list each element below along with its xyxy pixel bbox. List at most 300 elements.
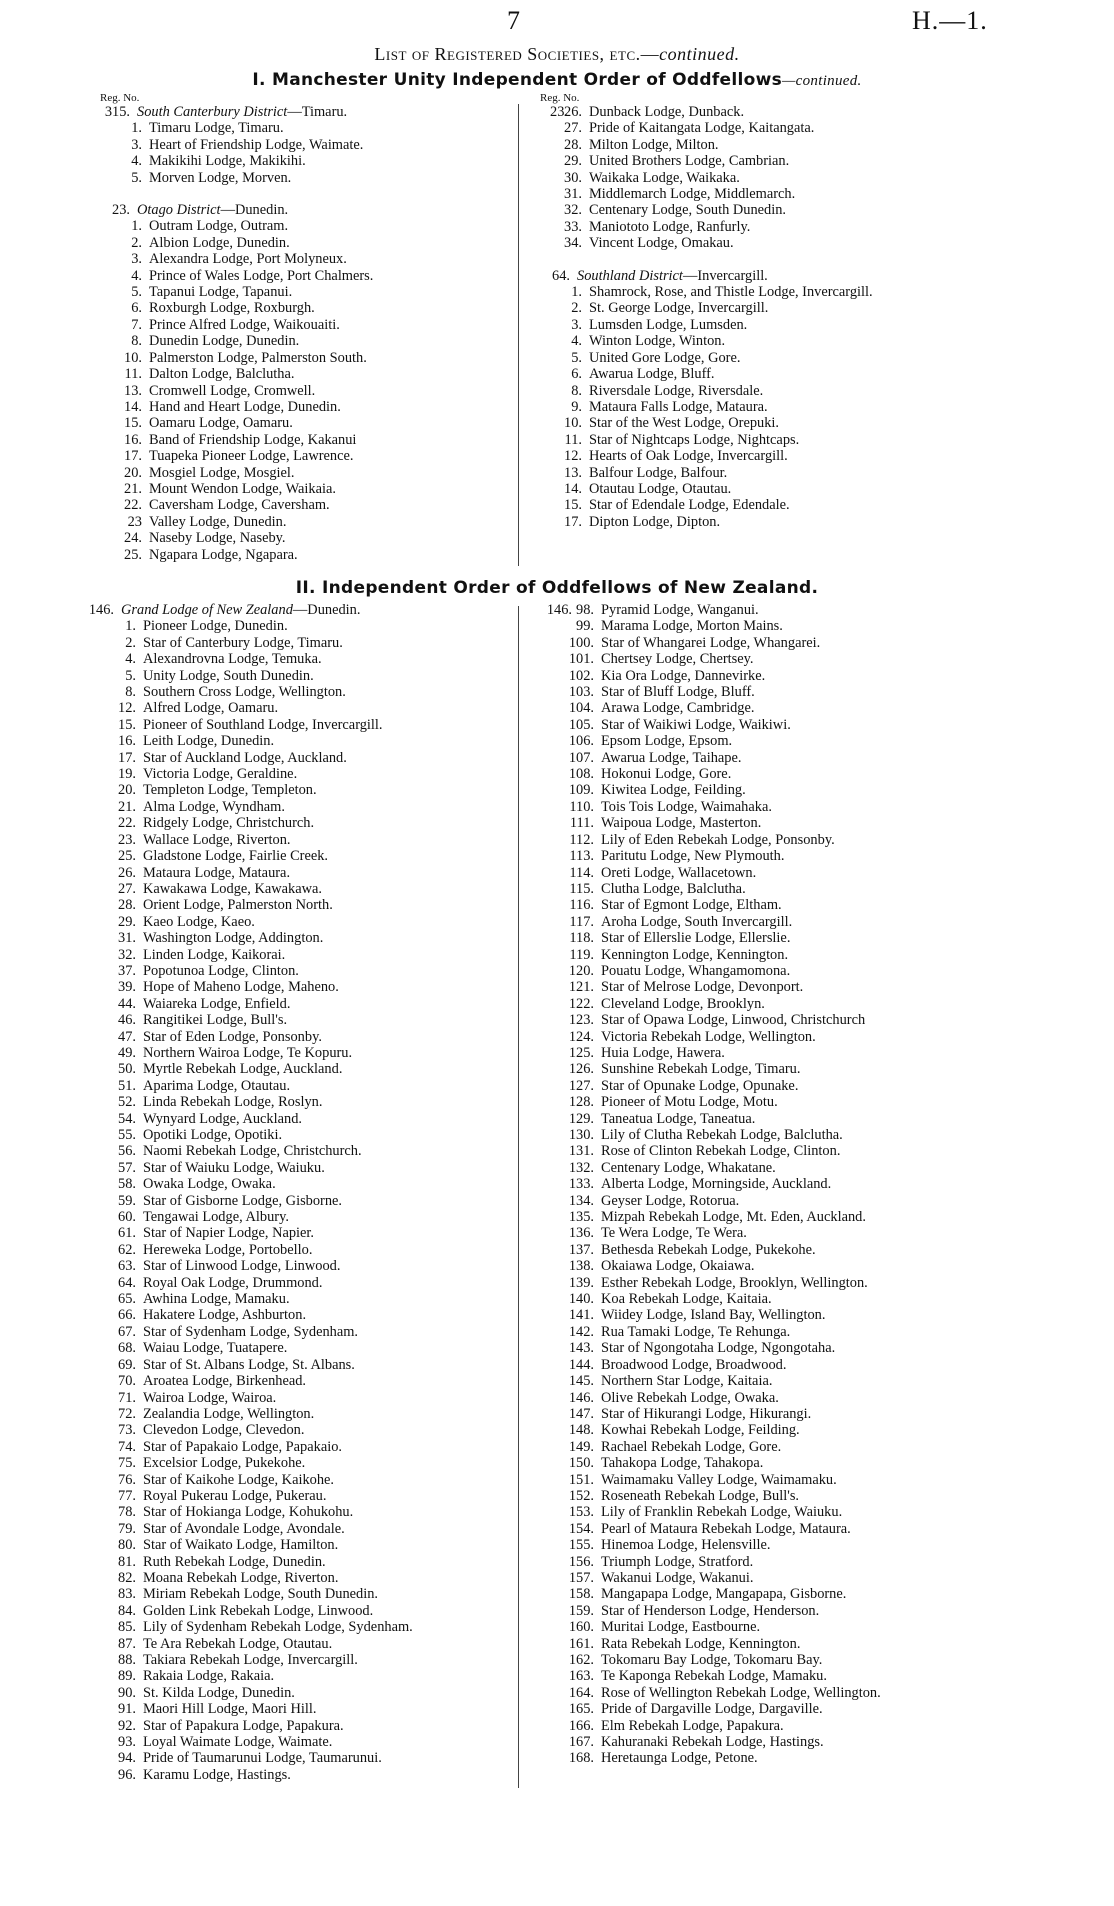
lodge-name: Aroha Lodge, South Invercargill. bbox=[601, 913, 793, 930]
lodge-name: Kawakawa Lodge, Kawakawa. bbox=[143, 880, 322, 897]
district-name bbox=[114, 602, 360, 618]
lodge-number: 2. bbox=[571, 300, 582, 317]
lodge-entry bbox=[100, 350, 520, 366]
lodge-number: 72. bbox=[118, 1405, 136, 1422]
lodge-name: Tahakopa Lodge, Tahakopa. bbox=[601, 1455, 764, 1472]
lodge-number: 88. bbox=[118, 1652, 136, 1668]
lodge-number: 17. bbox=[118, 749, 136, 766]
lodge-number: 120. bbox=[568, 962, 594, 979]
lodge-entry bbox=[540, 1718, 960, 1734]
lodge-name: Star of Edendale Lodge, Edendale. bbox=[589, 497, 790, 514]
lodge-name: Star of Melrose Lodge, Devonport. bbox=[601, 979, 804, 996]
lodge-number: 11. bbox=[124, 366, 142, 383]
lodge-number: 138. bbox=[568, 1258, 594, 1275]
lodge-number: 123. bbox=[568, 1012, 594, 1029]
lodge-entry bbox=[540, 782, 960, 798]
lodge-number: 159. bbox=[568, 1602, 594, 1619]
lodge-entry bbox=[84, 947, 514, 963]
lodge-number: 140. bbox=[568, 1291, 594, 1308]
lodge-number: 115. bbox=[569, 880, 594, 897]
lodge-number: 10. bbox=[124, 349, 142, 366]
lodge-number: 151. bbox=[568, 1471, 594, 1488]
lodge-entry bbox=[540, 153, 960, 169]
lodge-number: 33. bbox=[564, 218, 582, 235]
lodge-number: 107. bbox=[568, 749, 594, 766]
lodge-number: 50. bbox=[118, 1061, 136, 1078]
lodge-number: 112. bbox=[569, 831, 594, 848]
lodge-name: Wiidey Lodge, Island Bay, Wellington. bbox=[601, 1307, 826, 1324]
lodge-number: 11. bbox=[564, 431, 582, 448]
lodge-name: Outram Lodge, Outram. bbox=[149, 218, 289, 235]
lodge-name: Te Kaponga Rebekah Lodge, Mamaku. bbox=[601, 1668, 827, 1685]
lodge-number: 155. bbox=[568, 1537, 594, 1554]
lodge-name: Okaiawa Lodge, Okaiawa. bbox=[601, 1258, 755, 1275]
lodge-entry bbox=[540, 1390, 960, 1406]
lodge-entry bbox=[540, 1061, 960, 1077]
lodge-number: 124. bbox=[568, 1028, 594, 1045]
lodge-entry bbox=[100, 235, 520, 251]
lodge-number: 67. bbox=[118, 1323, 136, 1340]
lodge-entry bbox=[540, 1275, 960, 1291]
lodge-name: Wallace Lodge, Riverton. bbox=[143, 831, 291, 848]
lodge-name: Waikaka Lodge, Waikaka. bbox=[589, 169, 740, 186]
district-reg-number: 315. bbox=[104, 104, 130, 120]
lodge-entry bbox=[540, 219, 960, 235]
lodge-name: Star of Sydenham Lodge, Sydenham. bbox=[143, 1323, 359, 1340]
lodge-entry bbox=[84, 1701, 514, 1717]
lodge-name: Bethesda Rebekah Lodge, Pukekohe. bbox=[601, 1241, 816, 1258]
column-rule bbox=[518, 104, 519, 566]
lodge-number: 19. bbox=[118, 766, 136, 783]
lodge-entry bbox=[84, 1258, 514, 1274]
lodge-number: 47. bbox=[118, 1028, 136, 1045]
lodge-entry bbox=[84, 815, 514, 831]
lodge-name: Lily of Franklin Rebekah Lodge, Waiuku. bbox=[601, 1504, 843, 1521]
lodge-entry bbox=[540, 1258, 960, 1274]
lodge-entry bbox=[540, 832, 960, 848]
district-heading bbox=[84, 602, 514, 618]
district-name bbox=[570, 268, 768, 284]
lodge-number: 28. bbox=[564, 136, 582, 153]
lodge-name: Albion Lodge, Dunedin. bbox=[149, 234, 290, 251]
lodge-name: Star of Hikurangi Lodge, Hikurangi. bbox=[601, 1405, 812, 1422]
lodge-number: 17. bbox=[564, 513, 582, 530]
lodge-number: 127. bbox=[568, 1077, 594, 1094]
lodge-number: 5. bbox=[571, 349, 582, 366]
lodge-number: 104. bbox=[568, 700, 594, 717]
lodge-name: Southern Cross Lodge, Wellington. bbox=[143, 684, 346, 701]
lodge-number: 162. bbox=[568, 1652, 594, 1668]
lodge-entry bbox=[540, 848, 960, 864]
lodge-number: 14. bbox=[564, 480, 582, 497]
lodge-entry bbox=[100, 383, 520, 399]
lodge-name: Dipton Lodge, Dipton. bbox=[589, 513, 721, 530]
lodge-number: 148. bbox=[568, 1422, 594, 1439]
lodge-entry bbox=[84, 1537, 514, 1553]
lodge-name: Pioneer of Motu Lodge, Motu. bbox=[601, 1094, 778, 1111]
lodge-entry bbox=[84, 848, 514, 864]
lodge-entry bbox=[540, 1291, 960, 1307]
lodge-entry bbox=[100, 317, 520, 333]
report-code: H.—1. bbox=[912, 6, 988, 35]
lodge-entry bbox=[84, 1209, 514, 1225]
lodge-name: Royal Oak Lodge, Drummond. bbox=[143, 1274, 323, 1291]
lodge-name: United Brothers Lodge, Cambrian. bbox=[589, 153, 790, 170]
lodge-number: 28. bbox=[118, 897, 136, 914]
lodge-number: 26. bbox=[564, 104, 582, 120]
lodge-name: Star of Ellerslie Lodge, Ellerslie. bbox=[601, 930, 791, 947]
lodge-entry bbox=[540, 1455, 960, 1471]
lodge-number: 149. bbox=[568, 1438, 594, 1455]
lodge-name: Royal Pukerau Lodge, Pukerau. bbox=[143, 1487, 327, 1504]
lodge-number: 122. bbox=[568, 995, 594, 1012]
lodge-entry bbox=[84, 1225, 514, 1241]
lodge-entry bbox=[540, 1078, 960, 1094]
lodge-name: Timaru Lodge, Timaru. bbox=[149, 120, 284, 137]
lodge-number: 27. bbox=[118, 880, 136, 897]
lodge-name: Star of Hokianga Lodge, Kohukohu. bbox=[143, 1504, 354, 1521]
lodge-entry bbox=[84, 1488, 514, 1504]
lodge-name: Hokonui Lodge, Gore. bbox=[601, 766, 732, 783]
lodge-entry bbox=[540, 1554, 960, 1570]
lodge-name: Star of Opawa Lodge, Linwood, Christchurch bbox=[601, 1012, 866, 1029]
lodge-entry bbox=[84, 865, 514, 881]
lodge-entry bbox=[100, 399, 520, 415]
lodge-number: 100. bbox=[568, 634, 594, 651]
lodge-entry bbox=[540, 651, 960, 667]
lodge-number: 13. bbox=[124, 382, 142, 399]
lodge-name: Muritai Lodge, Eastbourne. bbox=[601, 1619, 761, 1636]
lodge-name: Pioneer of Southland Lodge, Invercargill. bbox=[143, 716, 383, 733]
lodge-entry bbox=[540, 1570, 960, 1586]
spacer bbox=[100, 186, 520, 202]
lodge-name: Kiwitea Lodge, Feilding. bbox=[601, 782, 746, 799]
lodge-entry bbox=[100, 497, 520, 513]
lodge-number: 82. bbox=[118, 1569, 136, 1586]
lodge-name: Lily of Sydenham Rebekah Lodge, Sydenham. bbox=[143, 1619, 413, 1636]
lodge-entry bbox=[540, 1143, 960, 1159]
lodge-entry bbox=[540, 1504, 960, 1520]
lodge-number: 103. bbox=[568, 684, 594, 701]
lodge-name: Popotunoa Lodge, Clinton. bbox=[143, 962, 299, 979]
lodge-number: 78. bbox=[118, 1504, 136, 1521]
lodge-name: Excelsior Lodge, Pukekohe. bbox=[143, 1455, 306, 1472]
lodge-number: 60. bbox=[118, 1209, 136, 1226]
lodge-name: Alexandra Lodge, Port Molyneux. bbox=[149, 251, 347, 268]
lodge-name: Balfour Lodge, Balfour. bbox=[589, 464, 728, 481]
lodge-entry bbox=[84, 1406, 514, 1422]
lodge-name: Waiau Lodge, Tuatapere. bbox=[143, 1340, 288, 1357]
lodge-name: Winton Lodge, Winton. bbox=[589, 333, 726, 350]
lodge-entry bbox=[540, 1160, 960, 1176]
lodge-entry bbox=[540, 766, 960, 782]
lodge-name: Dunedin Lodge, Dunedin. bbox=[149, 333, 300, 350]
lodge-entry bbox=[540, 1619, 960, 1635]
district-title: South Canterbury District bbox=[137, 104, 288, 120]
lodge-name: Oreti Lodge, Wallacetown. bbox=[601, 864, 757, 881]
lodge-name: Alberta Lodge, Morningside, Auckland. bbox=[601, 1176, 832, 1193]
lodge-name: Clutha Lodge, Balclutha. bbox=[601, 880, 746, 897]
lodge-name: Lily of Eden Rebekah Lodge, Ponsonby. bbox=[601, 831, 835, 848]
lodge-number: 23 bbox=[127, 513, 142, 530]
lodge-name: Arawa Lodge, Cambridge. bbox=[601, 700, 755, 717]
lodge-number: 70. bbox=[118, 1373, 136, 1390]
lodge-entry bbox=[84, 1652, 514, 1668]
lodge-name: Hope of Maheno Lodge, Maheno. bbox=[143, 979, 339, 996]
lodge-name: Hand and Heart Lodge, Dunedin. bbox=[149, 398, 341, 415]
lodge-name: Heart of Friendship Lodge, Waimate. bbox=[149, 136, 364, 153]
lodge-name: Star of Avondale Lodge, Avondale. bbox=[143, 1520, 345, 1537]
lodge-name: Broadwood Lodge, Broadwood. bbox=[601, 1356, 787, 1373]
lodge-number: 16. bbox=[124, 431, 142, 448]
lodge-entry bbox=[84, 1373, 514, 1389]
lodge-entry bbox=[84, 1472, 514, 1488]
lodge-name: Kia Ora Lodge, Dannevirke. bbox=[601, 667, 766, 684]
section-2-title: II. Independent Order of Oddfellows of New Zealand. bbox=[295, 578, 819, 598]
lodge-entry bbox=[100, 530, 520, 546]
lodge-name: Maniototo Lodge, Ranfurly. bbox=[589, 218, 751, 235]
lodge-number: 4. bbox=[131, 267, 142, 284]
lodge-name: Te Wera Lodge, Te Wera. bbox=[601, 1225, 747, 1242]
lodge-number: 147. bbox=[568, 1405, 594, 1422]
lodge-number: 1. bbox=[131, 120, 142, 137]
lodge-number: 49. bbox=[118, 1044, 136, 1061]
lodge-entry bbox=[84, 1619, 514, 1635]
lodge-entry bbox=[540, 1357, 960, 1373]
lodge-number: 91. bbox=[118, 1701, 136, 1718]
lodge-entry bbox=[540, 350, 960, 366]
lodge-name: Aroatea Lodge, Birkenhead. bbox=[143, 1373, 307, 1390]
lodge-number: 80. bbox=[118, 1537, 136, 1554]
lodge-entry bbox=[540, 979, 960, 995]
lodge-entry bbox=[100, 547, 520, 563]
lodge-name: Pride of Dargaville Lodge, Dargaville. bbox=[601, 1701, 823, 1718]
lodge-entry bbox=[540, 333, 960, 349]
lodge-entry bbox=[100, 300, 520, 316]
lodge-entry bbox=[540, 733, 960, 749]
lodge-entry bbox=[84, 914, 514, 930]
lodge-name: Centenary Lodge, Whakatane. bbox=[601, 1159, 776, 1176]
lodge-name: Alma Lodge, Wyndham. bbox=[143, 798, 285, 815]
lodge-name: Pride of Kaitangata Lodge, Kaitangata. bbox=[589, 120, 815, 137]
district-title: Southland District bbox=[577, 267, 683, 284]
lodge-number: 74. bbox=[118, 1438, 136, 1455]
lodge-entry bbox=[540, 1176, 960, 1192]
lodge-number: 125. bbox=[568, 1044, 594, 1061]
lodge-number: 141. bbox=[568, 1307, 594, 1324]
lodge-name: Elm Rebekah Lodge, Papakura. bbox=[601, 1717, 784, 1734]
section-1-right-column bbox=[540, 92, 960, 530]
lodge-entry bbox=[540, 1488, 960, 1504]
lodge-entry bbox=[540, 914, 960, 930]
lodge-name: Linden Lodge, Kaikorai. bbox=[143, 946, 286, 963]
lodge-number: 30. bbox=[564, 169, 582, 186]
lodge-name: Pearl of Mataura Rebekah Lodge, Mataura. bbox=[601, 1520, 851, 1537]
lodge-name: Epsom Lodge, Epsom. bbox=[601, 733, 733, 750]
lodge-entry bbox=[540, 1586, 960, 1602]
lodge-name: Naomi Rebekah Lodge, Christchurch. bbox=[143, 1143, 362, 1160]
lodge-name: Wynyard Lodge, Auckland. bbox=[143, 1110, 302, 1127]
lodge-number: 92. bbox=[118, 1717, 136, 1734]
lodge-entry bbox=[84, 1061, 514, 1077]
lodge-number: 59. bbox=[118, 1192, 136, 1209]
lodge-entry bbox=[84, 1176, 514, 1192]
lodge-name: Linda Rebekah Lodge, Roslyn. bbox=[143, 1094, 323, 1111]
lodge-number: 52. bbox=[118, 1094, 136, 1111]
lodge-name: Gladstone Lodge, Fairlie Creek. bbox=[143, 848, 329, 865]
lodge-entry bbox=[540, 684, 960, 700]
lodge-name: Paritutu Lodge, New Plymouth. bbox=[601, 848, 785, 865]
lodge-name: Star of Waiuku Lodge, Waiuku. bbox=[143, 1159, 325, 1176]
lodge-name: Lily of Clutha Rebekah Lodge, Balclutha. bbox=[601, 1127, 843, 1143]
lodge-entry bbox=[84, 1127, 514, 1143]
district-town: —Dunedin. bbox=[292, 602, 361, 618]
lodge-entry bbox=[84, 1718, 514, 1734]
lodge-number: 163. bbox=[568, 1668, 594, 1685]
lodge-number: 144. bbox=[568, 1356, 594, 1373]
lodge-number: 76. bbox=[118, 1471, 136, 1488]
lodge-entry bbox=[84, 1094, 514, 1110]
lodge-number: 8. bbox=[571, 382, 582, 399]
lodge-name: Star of St. Albans Lodge, St. Albans. bbox=[143, 1356, 355, 1373]
lodge-entry bbox=[100, 218, 520, 234]
lodge-name: Star of Nightcaps Lodge, Nightcaps. bbox=[589, 431, 800, 448]
lodge-name: Waimamaku Valley Lodge, Waimamaku. bbox=[601, 1471, 837, 1488]
lodge-entry bbox=[540, 1324, 960, 1340]
lodge-entry bbox=[540, 1045, 960, 1061]
lodge-number: 150. bbox=[568, 1455, 594, 1472]
lodge-number: 24. bbox=[124, 530, 142, 547]
lodge-number: 2. bbox=[131, 234, 142, 251]
lodge-name: Opotiki Lodge, Opotiki. bbox=[143, 1127, 283, 1143]
lodge-name: Koa Rebekah Lodge, Kaitaia. bbox=[601, 1291, 772, 1308]
lodge-number: 153. bbox=[568, 1504, 594, 1521]
lodge-name: Ngapara Lodge, Ngapara. bbox=[149, 546, 298, 563]
lodge-number: 20. bbox=[118, 782, 136, 799]
lodge-name: Star of Kaikohe Lodge, Kaikohe. bbox=[143, 1471, 335, 1488]
lodge-entry bbox=[540, 1111, 960, 1127]
lodge-entry bbox=[540, 618, 960, 634]
lodge-entry bbox=[84, 635, 514, 651]
lodge-number: 12. bbox=[118, 700, 136, 717]
district-title: Otago District bbox=[137, 202, 221, 219]
lodge-entry bbox=[540, 1340, 960, 1356]
lodge-name: Star of the West Lodge, Orepuki. bbox=[589, 415, 780, 432]
lodge-entry bbox=[84, 750, 514, 766]
lodge-number: 166. bbox=[568, 1717, 594, 1734]
lodge-name: Northern Wairoa Lodge, Te Kopuru. bbox=[143, 1044, 353, 1061]
lodge-name: Rua Tamaki Lodge, Te Rehunga. bbox=[601, 1323, 791, 1340]
lodge-entry bbox=[540, 1750, 960, 1766]
lodge-name: Middlemarch Lodge, Middlemarch. bbox=[589, 186, 796, 203]
lodge-number: 83. bbox=[118, 1586, 136, 1603]
lodge-number: 21. bbox=[124, 480, 142, 497]
lodge-number: 5. bbox=[131, 169, 142, 186]
lodge-entry bbox=[100, 251, 520, 267]
lodge-entry bbox=[540, 897, 960, 913]
lodge-number: 131. bbox=[568, 1143, 594, 1160]
lodge-number: 46. bbox=[118, 1012, 136, 1029]
lodge-number: 146. bbox=[568, 1389, 594, 1406]
lodge-entry bbox=[100, 481, 520, 497]
lodge-entry bbox=[540, 717, 960, 733]
lodge-name: Waipoua Lodge, Masterton. bbox=[601, 815, 762, 832]
district-title: Grand Lodge of New Zealand bbox=[121, 602, 293, 618]
lodge-number: 69. bbox=[118, 1356, 136, 1373]
lodge-entry bbox=[540, 1307, 960, 1323]
lodge-number: 37. bbox=[118, 962, 136, 979]
district-name bbox=[130, 202, 288, 218]
lodge-entry bbox=[540, 700, 960, 716]
lodge-name: Wakanui Lodge, Wakanui. bbox=[601, 1569, 754, 1586]
lodge-name: Hearts of Oak Lodge, Invercargill. bbox=[589, 448, 788, 465]
lodge-number: 121. bbox=[568, 979, 594, 996]
lodge-entry bbox=[84, 799, 514, 815]
lodge-entry bbox=[540, 1094, 960, 1110]
list-title-text: List of Registered Societies, etc.— bbox=[374, 44, 660, 64]
lodge-number: 119. bbox=[569, 946, 594, 963]
lodge-name: Band of Friendship Lodge, Kakanui bbox=[149, 431, 357, 448]
lodge-number: 157. bbox=[568, 1569, 594, 1586]
lodge-name: Valley Lodge, Dunedin. bbox=[149, 513, 287, 530]
lodge-number: 66. bbox=[118, 1307, 136, 1324]
lodge-entry bbox=[540, 930, 960, 946]
lodge-name: Owaka Lodge, Owaka. bbox=[143, 1176, 276, 1193]
lodge-number: 64. bbox=[118, 1274, 136, 1291]
district-reg-number: 23. bbox=[112, 202, 130, 219]
lodge-name: Prince Alfred Lodge, Waikouaiti. bbox=[149, 316, 340, 333]
lodge-name: St. Kilda Lodge, Dunedin. bbox=[143, 1684, 295, 1701]
lodge-name: Victoria Rebekah Lodge, Wellington. bbox=[601, 1028, 816, 1045]
lodge-entry bbox=[100, 170, 520, 186]
lodge-entry bbox=[100, 514, 520, 530]
lodge-name: Washington Lodge, Addington. bbox=[143, 930, 324, 947]
lodge-name: Star of Bluff Lodge, Bluff. bbox=[601, 684, 755, 701]
lodge-name: Chertsey Lodge, Chertsey. bbox=[601, 651, 754, 668]
lodge-entry bbox=[540, 881, 960, 897]
lodge-entry bbox=[100, 137, 520, 153]
lodge-name: Rangitikei Lodge, Bull's. bbox=[143, 1012, 288, 1029]
lodge-number: 56. bbox=[118, 1143, 136, 1160]
lodge-number: 32. bbox=[564, 202, 582, 219]
lodge-entry bbox=[540, 1472, 960, 1488]
district-heading bbox=[540, 268, 960, 284]
lodge-entry bbox=[540, 1422, 960, 1438]
lodge-number: 25. bbox=[118, 848, 136, 865]
lodge-entry bbox=[540, 1242, 960, 1258]
lodge-number: 63. bbox=[118, 1258, 136, 1275]
lodge-entry bbox=[540, 1029, 960, 1045]
lodge-name: Riversdale Lodge, Riversdale. bbox=[589, 382, 764, 399]
lodge-name: Naseby Lodge, Naseby. bbox=[149, 530, 286, 547]
lodge-entry bbox=[540, 170, 960, 186]
lodge-entry bbox=[84, 1045, 514, 1061]
district-heading bbox=[100, 104, 520, 120]
lodge-number: 3. bbox=[131, 136, 142, 153]
lodge-number: 90. bbox=[118, 1684, 136, 1701]
lodge-entry bbox=[84, 1636, 514, 1652]
lodge-entry bbox=[84, 1455, 514, 1471]
section-1-left-column bbox=[100, 92, 520, 563]
lodge-number: 154. bbox=[568, 1520, 594, 1537]
lodge-entry bbox=[100, 333, 520, 349]
lodge-name: Star of Egmont Lodge, Eltham. bbox=[601, 897, 782, 914]
lodge-name: Vincent Lodge, Omakau. bbox=[589, 235, 734, 252]
lodge-number: 5. bbox=[125, 667, 136, 684]
lodge-name: Star of Gisborne Lodge, Gisborne. bbox=[143, 1192, 343, 1209]
lodge-name: Kowhai Rebekah Lodge, Feilding. bbox=[601, 1422, 800, 1439]
lodge-entry bbox=[540, 497, 960, 513]
